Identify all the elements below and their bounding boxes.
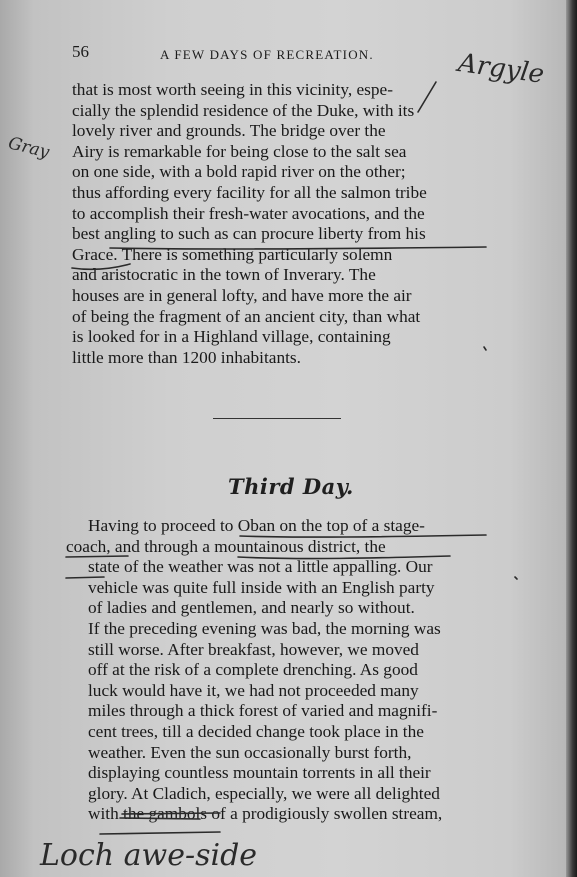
text-line: Having to proceed to Oban on the top of a stage- (88, 516, 425, 535)
text-line: off at the risk of a complete drenching. As good (88, 660, 418, 680)
text-line: and aristocratic in the town of Inverary. The (72, 265, 376, 285)
section-title: Third Day. (228, 474, 354, 499)
margin-note-gray: Gray (6, 133, 52, 163)
text-line: houses are in general lofty, and have more the air (72, 285, 412, 305)
margin-tick (515, 577, 517, 579)
margin-note-loch: Loch awe-side (40, 838, 258, 873)
section-divider (213, 418, 341, 419)
text-line: coach, and through a mountainous district, the (66, 536, 386, 556)
text-line: weather. Even the sun occasionally burst forth, (88, 742, 412, 762)
text-line: still worse. After breakfast, however, we moved (88, 639, 419, 659)
text-line: of ladies and gentlemen, and nearly so without. (88, 598, 415, 618)
underline-gambols (100, 832, 220, 834)
paragraph-2 (66, 516, 486, 825)
text-line: Airy is remarkable for being close to the salt sea (72, 141, 407, 161)
text-line: best angling to such as can procure liberty from his (72, 224, 426, 244)
text-line: Grace. There is something particularly solemn (72, 244, 393, 264)
page-edge-shadow (566, 0, 577, 877)
text-line: glory. At Cladich, especially, we were all delighted (88, 783, 440, 803)
text-line: lovely river and grounds. The bridge over the (72, 121, 386, 141)
text-line: of being the fragment of an ancient city, than what (72, 306, 421, 326)
text-line: displaying countless mountain torrents in all their (88, 763, 431, 783)
page-number: 56 (72, 42, 89, 61)
text-line: that is most worth seeing in this vicinity, espe- (72, 80, 393, 99)
text-line: miles through a thick forest of varied and magnifi- (88, 701, 438, 721)
text-line: cially the splendid residence of the Duke, with its (72, 100, 415, 120)
running-head: A FEW DAYS OF RECREATION. (160, 47, 374, 62)
text-line: If the preceding evening was bad, the morning was (88, 618, 441, 638)
text-line: luck would have it, we had not proceeded many (88, 680, 419, 700)
text-line: to accomplish their fresh-water avocations, and the (72, 203, 425, 223)
text-line: on one side, with a bold rapid river on the other; (72, 162, 406, 182)
text-line: thus affording every facility for all the salmon tribe (72, 182, 427, 202)
text-line: with the gambols of a prodigiously swollen stream, (88, 804, 443, 824)
paragraph-1 (72, 80, 486, 368)
text-line: vehicle was quite full inside with an English party (88, 577, 435, 597)
text-line: cent trees, till a decided change took place in the (88, 721, 424, 741)
margin-note-argyle: Argyle (456, 48, 546, 90)
text-line: state of the weather was not a little appalling. Our (88, 557, 433, 577)
text-line: is looked for in a Highland village, containing (72, 327, 391, 347)
text-line: little more than 1200 inhabitants. (72, 347, 301, 367)
